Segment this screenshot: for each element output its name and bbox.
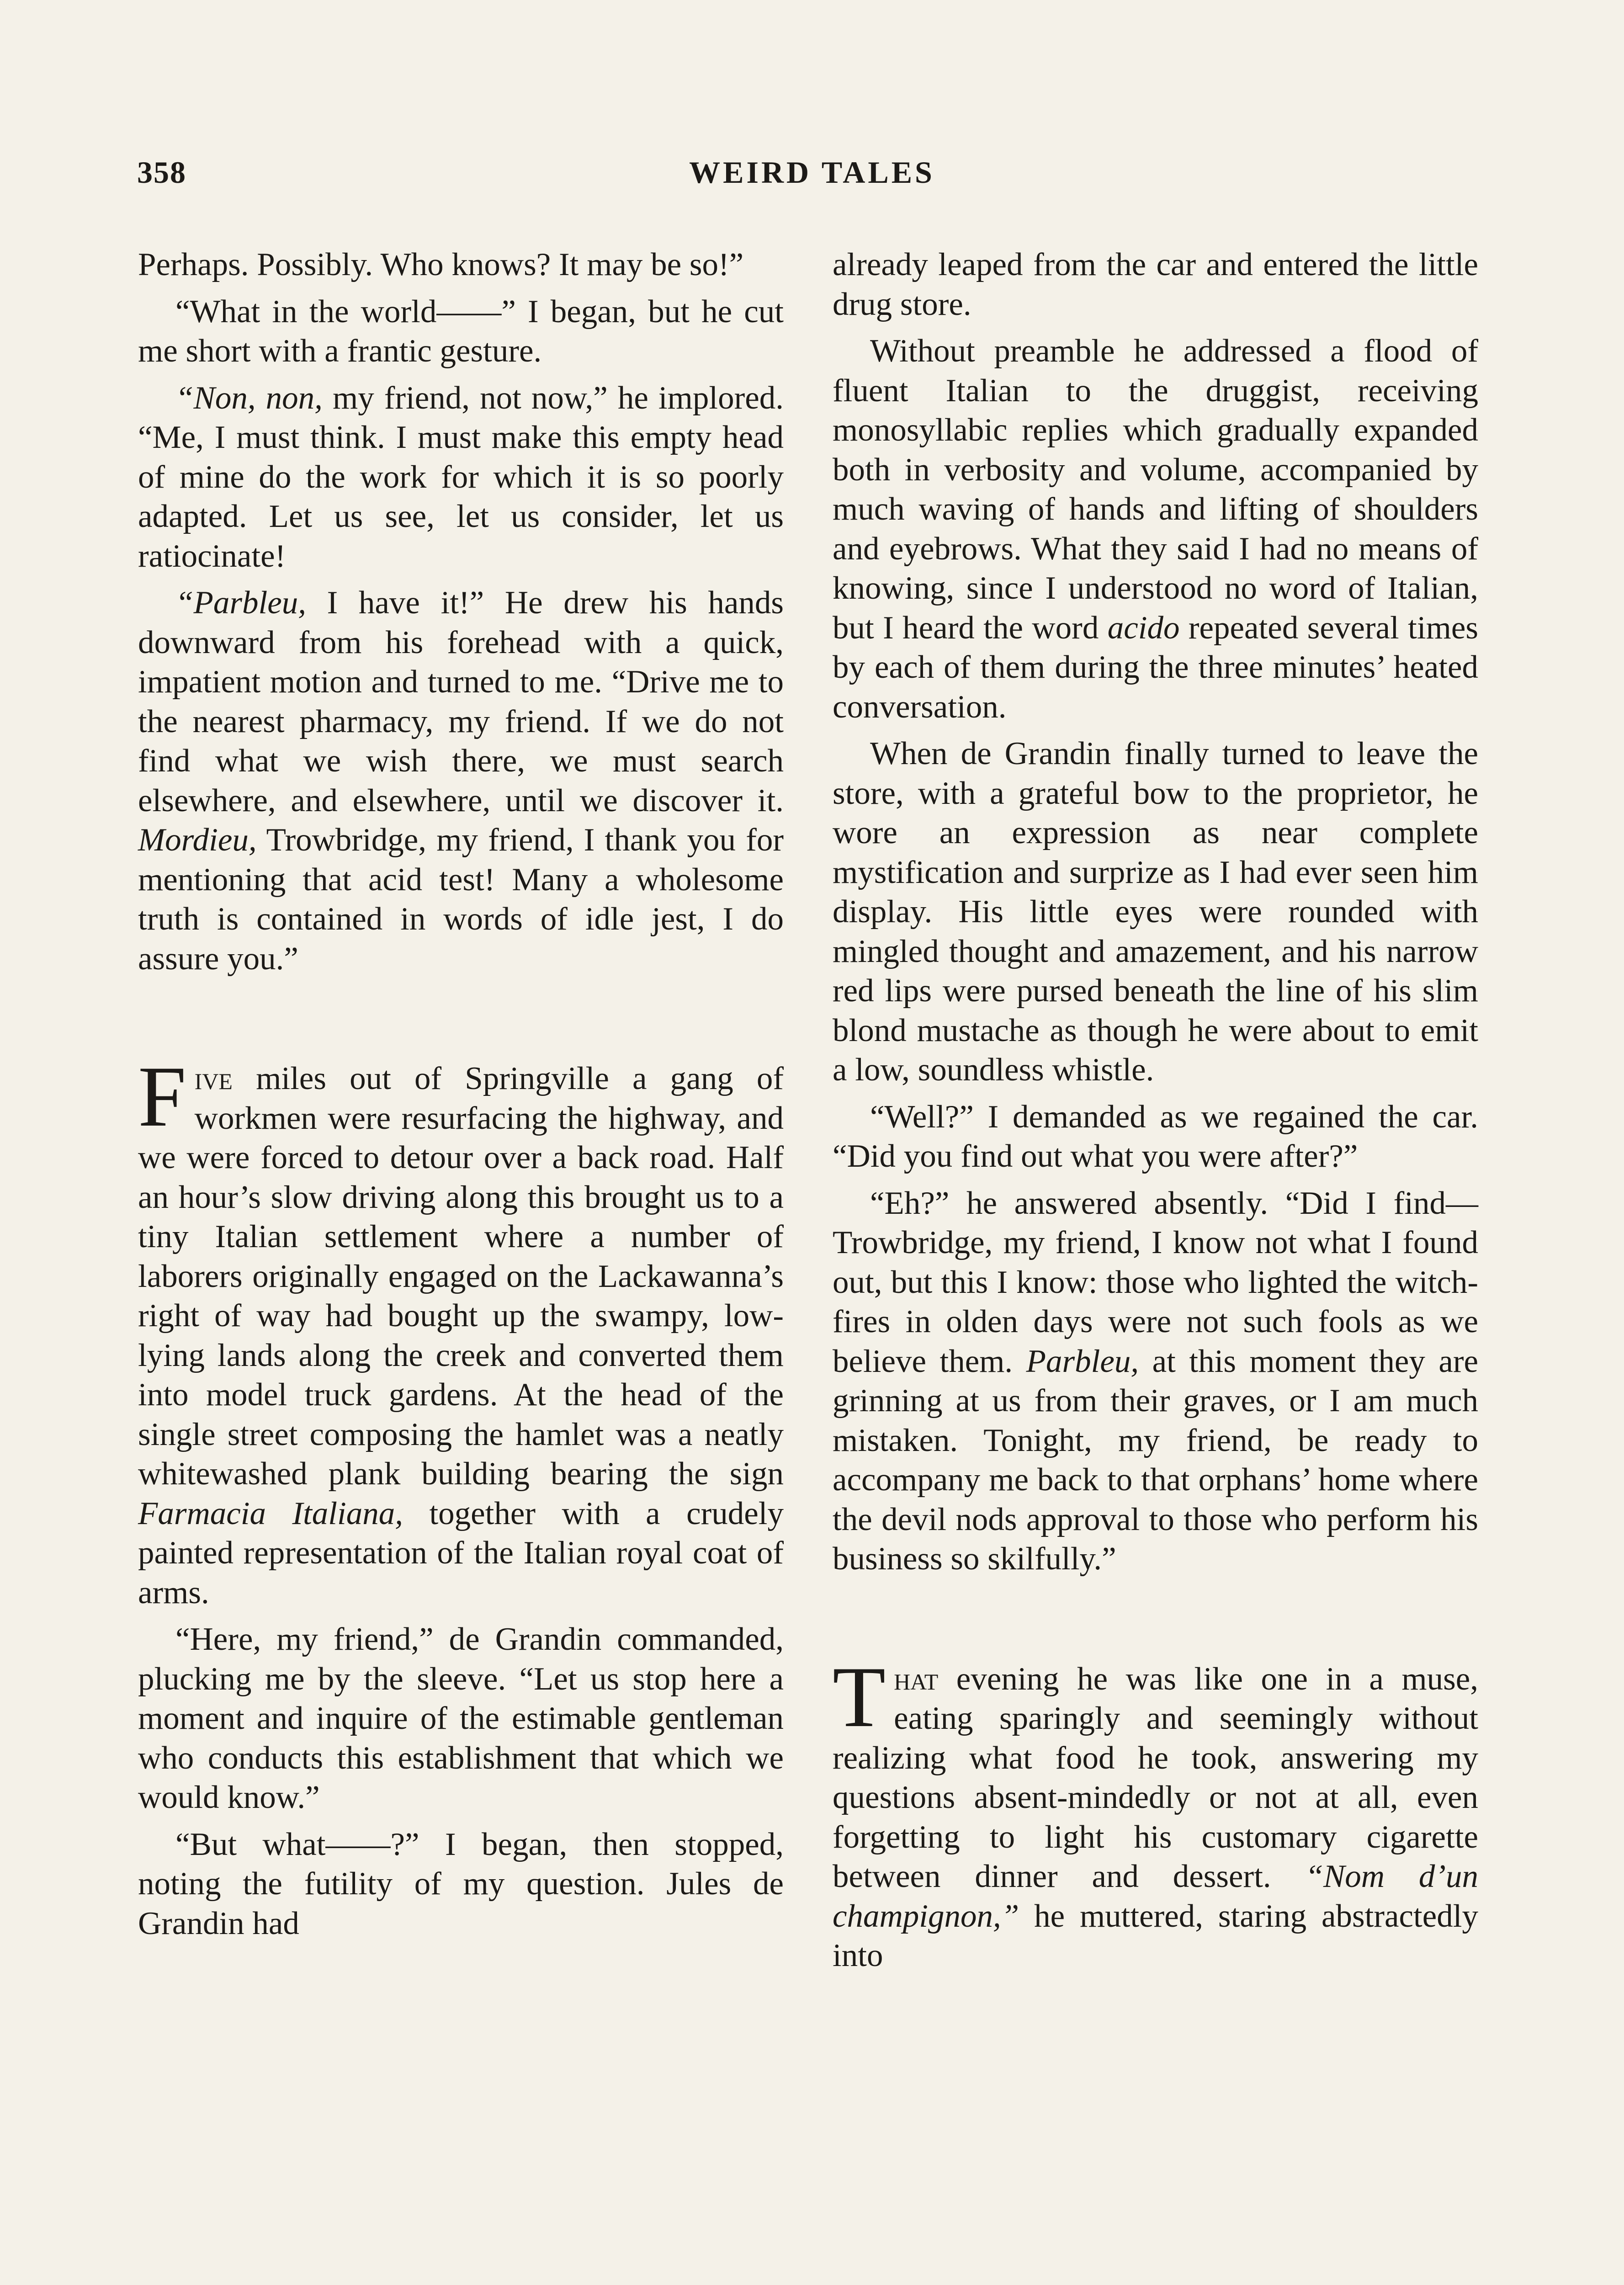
paragraph: “Eh?” he answered absently. “Did I find—Trowbridge, my friend, I know not what I found out, but this I know: those who lighted the witch-fires in olden days were not such fools as we believe them. Parbleu, at this moment they are grinning at us from their graves, or I am much mistaken. Tonight, my friend, be ready to accompany me back to that orphans’ home where the devil nods approval to those who perform his business so skilfully.”: [833, 1185, 1478, 1577]
paragraph: “Parbleu, I have it!” He drew his hands downward from his forehead with a quick, impatient motion and turned to me. “Drive me to the nearest pharmacy, my friend. If we do not find what we wish there, we must search elsewhere, and elsewhere, until we discover it. Mordieu, Trowbridge, my friend, I thank you for mentioning that acid test! Many a wholesome truth is contained in words of idle jest, I do assure you.”: [138, 585, 784, 977]
paragraph: “But what——?” I began, then stopped, noting the futility of my question. Jules de Grandin had: [138, 1826, 784, 1941]
paragraph: “Well?” I demanded as we regained the car. “Did you find out what you were after?”: [833, 1099, 1478, 1174]
paragraph: “What in the world——” I began, but he cut me short with a frantic gesture.: [138, 293, 784, 369]
drop-cap: T: [833, 1649, 886, 1745]
paragraph: “Non, non, my friend, not now,” he implored. “Me, I must think. I must make this empty head of mine do the work for which it is so poorly adapted. Let us see, let us consider, let us ratiocinate!: [138, 380, 784, 574]
left-column: [138, 245, 784, 1950]
page-number: 358: [137, 155, 186, 190]
paragraph: When de Grandin finally turned to leave the store, with a grateful bow to the proprietor, he wore an expression as near complete mystification and surprize as I had ever seen him display. His little eyes were rounded with mingled thought and amazement, and his narrow red lips were pursed beneath the line of his slim blond mustache as though he were about to emit a low, soundless whistle.: [833, 736, 1478, 1088]
paragraph: already leaped from the car and entered the little drug store.: [833, 247, 1478, 322]
paragraph: Without preamble he addressed a flood of fluent Italian to the druggist, receiving monosyllabic replies which gradually expanded both in verbosity and volume, accompanied by much waving of hands and lifting of shoulders and eyebrows. What they said I had no means of knowing, since I understood no word of Italian, but I heard the word acido repeated several times by each of them during the three minutes’ heated conversation.: [833, 333, 1478, 725]
section-opening-paragraph: Five miles out of Springville a gang of workmen were resurfacing the highway, and we were forced to detour over a back road. Half an hour’s slow driving along this brought us to a tiny Italian settlement where a number of laborers originally engaged on the Lackawanna’s right of way had bought up the swampy, low-lying lands along the creek and converted them into model truck gardens. At the head of the single street composing the hamlet was a neatly whitewashed plank building bearing the sign Farmacia Italiana, together with a crudely painted representation of the Italian royal coat of arms.: [138, 1049, 784, 1610]
running-head: WEIRD TALES: [689, 155, 935, 190]
right-column: [833, 245, 1478, 1983]
paragraph: Perhaps. Possibly. Who knows? It may be so!”: [138, 247, 744, 282]
paragraph: “Here, my friend,” de Grandin commanded, plucking me by the sleeve. “Let us stop here a moment and inquire of the estimable gentleman who conducts this establishment that which we would know.”: [138, 1621, 784, 1815]
drop-cap: F: [138, 1049, 186, 1145]
section-opening-paragraph: That evening he was like one in a muse, eating sparingly and seemingly without realizing what food he took, answering my questions absent-mindedly or not at all, even forgetting to light his customary cigarette between dinner and dessert. “Nom d’un champignon,” he muttered, staring abstractedly into: [833, 1649, 1479, 1973]
